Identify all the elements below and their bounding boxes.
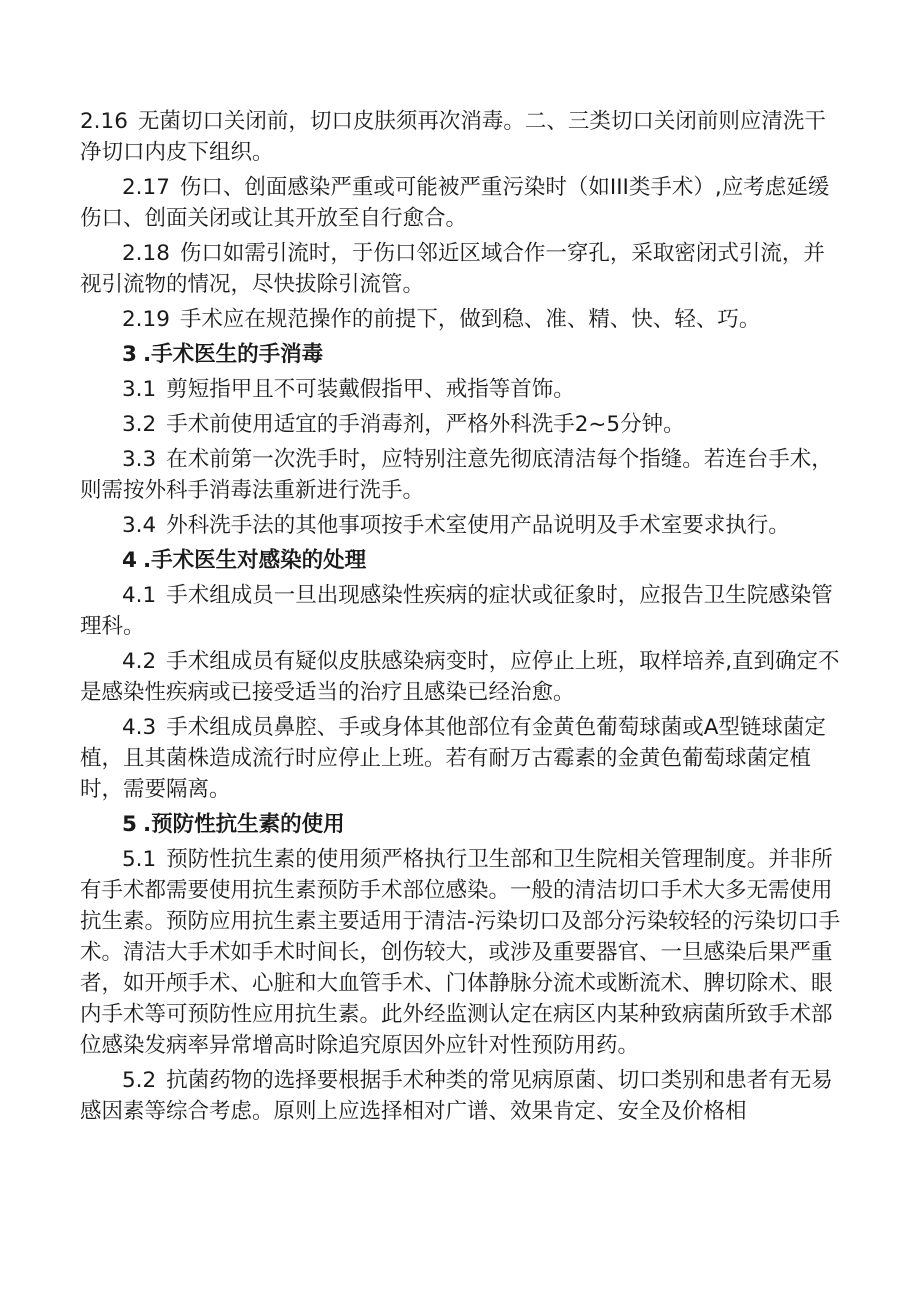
clause-text: 伤口、创面感染严重或可能被严重污染时（如III类手术）,应考虑延缓伤口、创面关闭或让其开放至自行愈合。 — [80, 175, 830, 231]
paragraph-3-3 — [0, 444, 920, 506]
section-heading-4 — [0, 545, 920, 576]
clause-number: 3.1 — [122, 377, 157, 402]
clause-text: 外科洗手法的其他事项按手术室使用产品说明及手术室要求执行。 — [166, 513, 790, 538]
clause-text: 手术应在规范操作的前提下，做到稳、准、精、快、轻、巧。 — [179, 307, 761, 332]
clause-text: 抗菌药物的选择要根据手术种类的常见病原菌、切口类别和患者有无易感因素等综合考虑。原则上应选择相对广谱、效果肯定、安全及价格相 — [80, 1068, 833, 1124]
clause-number: 2.18 — [122, 241, 170, 266]
section-heading-3 — [0, 339, 920, 370]
clause-number: 3.2 — [122, 412, 157, 437]
paragraph-3-1 — [0, 374, 920, 405]
paragraph-2-18 — [0, 238, 920, 300]
clause-text: 伤口如需引流时，于伤口邻近区域合作一穿孔，采取密闭式引流，并视引流物的情况，尽快拔除引流管。 — [80, 241, 825, 297]
paragraph-4-1 — [0, 580, 920, 642]
paragraph-3-2 — [0, 409, 920, 440]
paragraph-3-4 — [0, 510, 920, 541]
clause-number: 2.19 — [122, 307, 170, 332]
clause-number: 4.3 — [122, 715, 157, 740]
clause-text: 手术组成员有疑似皮肤感染病变时，应停止上班，取样培养,直到确定不是感染性疾病或已接受适当的治疗且感染已经治愈。 — [80, 649, 840, 705]
clause-text: 手术前使用适宜的手消毒剂，严格外科洗手2~5分钟。 — [166, 412, 685, 437]
clause-text: 手术组成员鼻腔、手或身体其他部位有金黄色葡萄球菌或A型链球菌定植，且其菌株造成流行时应停止上班。若有耐万古霉素的金黄色葡萄球菌定植时，需要隔离。 — [80, 715, 826, 802]
paragraph-4-2 — [0, 646, 920, 708]
paragraph-5-2 — [0, 1065, 920, 1127]
section-title: .手术医生的手消毒 — [142, 342, 324, 367]
clause-text: 手术组成员一旦出现感染性疾病的症状或征象时，应报告卫生院感染管理科。 — [80, 583, 833, 639]
paragraph-2-17 — [0, 172, 920, 234]
section-heading-5 — [0, 809, 920, 840]
clause-text: 在术前第一次洗手时，应特别注意先彻底清洁每个指缝。若连台手术，则需按外科手消毒法重新进行洗手。 — [80, 447, 833, 503]
paragraph-2-19 — [0, 304, 920, 335]
clause-number: 5.1 — [122, 847, 157, 872]
document-body — [0, 106, 920, 1131]
clause-number: 3.4 — [122, 513, 157, 538]
clause-number: 3.3 — [122, 447, 157, 472]
paragraph-4-3 — [0, 712, 920, 805]
clause-text: 剪短指甲且不可装戴假指甲、戒指等首饰。 — [166, 377, 575, 402]
section-number: 4 — [122, 548, 137, 573]
clause-number: 4.1 — [122, 583, 157, 608]
section-number: 3 — [122, 342, 137, 367]
clause-text: 预防性抗生素的使用须严格执行卫生部和卫生院相关管理制度。并非所有手术都需要使用抗生素预防手术部位感染。一般的清洁切口手术大多无需使用抗生素。预防应用抗生素主要适用于清洁-污染切口及部分污染较轻的污染切口手术。清洁大手术如手术时间长，创伤较大，或涉及重要器官、一旦感染后果严重者，如开颅手术、心脏和大血管手术、门体静脉分流术或断流术、脾切除术、眼内手术等可预防性应用抗生素。此外经监测认定在病区内某种致病菌所致手术部位感染发病率异常增高时除追究原因外应针对性预防用药。 — [80, 847, 841, 1058]
clause-number: 5.2 — [122, 1068, 157, 1093]
paragraph-5-1 — [0, 844, 920, 1061]
clause-number: 2.16 — [80, 109, 128, 134]
section-title: .手术医生对感染的处理 — [142, 548, 367, 573]
section-title: .预防性抗生素的使用 — [142, 812, 345, 837]
paragraph-2-16 — [0, 106, 920, 168]
clause-number: 4.2 — [122, 649, 157, 674]
clause-number: 2.17 — [122, 175, 170, 200]
clause-text: 无菌切口关闭前，切口皮肤须再次消毒。二、三类切口关闭前则应清洗干净切口内皮下组织。 — [80, 109, 826, 165]
section-number: 5 — [122, 812, 137, 837]
